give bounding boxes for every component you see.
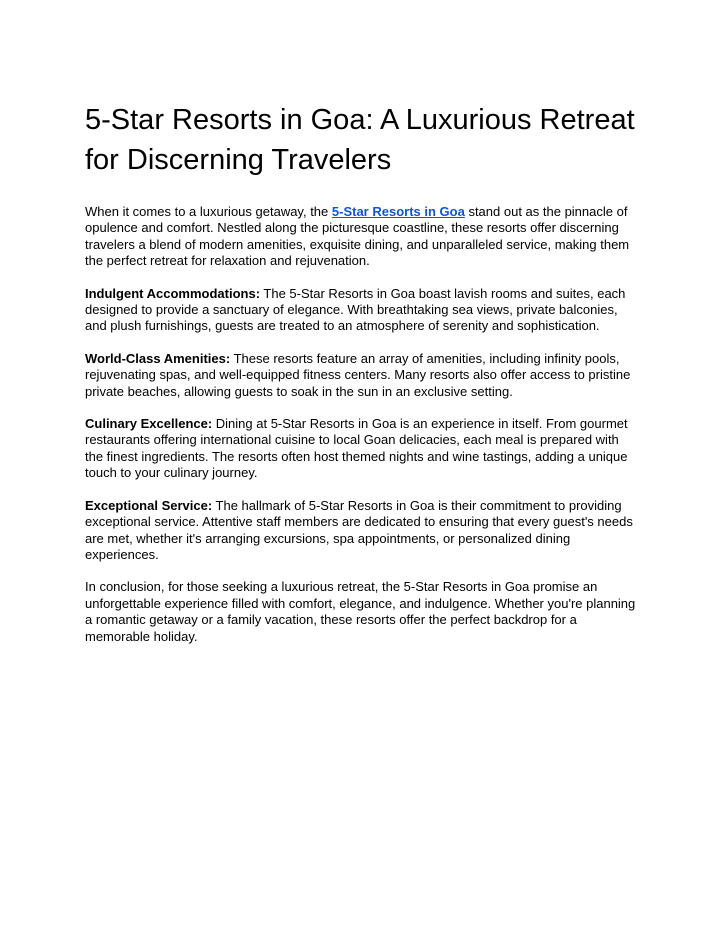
section-heading-service: Exceptional Service:: [85, 497, 213, 513]
section-heading-accommodations: Indulgent Accommodations:: [85, 285, 261, 301]
section-heading-culinary: Culinary Excellence:: [85, 416, 213, 432]
intro-paragraph: [85, 204, 636, 270]
section-text-amenities: These resorts feature an array of amenities, including infinity pools, rejuvenating spas, and well-equipped fitness centers. Many resorts also offer access to pristine private beaches, allowing guests to soak in the sun in an exclusive setting.: [85, 350, 631, 399]
intro-text-after-link: stand out as the pinnacle of opulence and comfort. Nestled along the picturesque coastline, these resorts offer discerning travelers a blend of modern amenities, exquisite dining, and unparalleled service, making them the perfect retreat for relaxation and rejuvenation.: [85, 204, 630, 269]
section-text-service: The hallmark of 5-Star Resorts in Goa is their commitment to providing exceptional service. Attentive staff members are dedicated to ensuring that every guest's needs are met, whether it's arranging excursions, spa appointments, or personalized dining experiences.: [85, 497, 633, 562]
section-text-accommodations: The 5-Star Resorts in Goa boast lavish rooms and suites, each designed to provide a sanctuary of elegance. With breathtaking sea views, private balconies, and plush furnishings, guests are treated to an atmosphere of serenity and sophistication.: [85, 285, 626, 334]
section-accommodations: [85, 286, 636, 335]
section-heading-amenities: World-Class Amenities:: [85, 350, 231, 366]
section-text-culinary: Dining at 5-Star Resorts in Goa is an experience in itself. From gourmet restaurants offering international cuisine to local Goan delicacies, each meal is prepared with the finest ingredients. The resorts often host themed nights and wine tastings, adding a unique touch to your culinary journey.: [85, 416, 628, 481]
page-title: 5-Star Resorts in Goa: A Luxurious Retreat for Discerning Travelers: [85, 104, 635, 176]
section-service: [85, 498, 636, 564]
resorts-link[interactable]: 5-Star Resorts in Goa: [331, 204, 465, 219]
section-culinary: [85, 416, 636, 482]
section-amenities: [85, 351, 636, 400]
conclusion-paragraph: In conclusion, for those seeking a luxurious retreat, the 5-Star Resorts in Goa promise an unforgettable experience filled with comfort, elegance, and indulgence. Whether you're planning a romantic getaway or a family vacation, these resorts offer the perfect backdrop for a memorable holiday.: [85, 579, 636, 644]
intro-text-before-link: When it comes to a luxurious getaway, the: [85, 204, 332, 219]
